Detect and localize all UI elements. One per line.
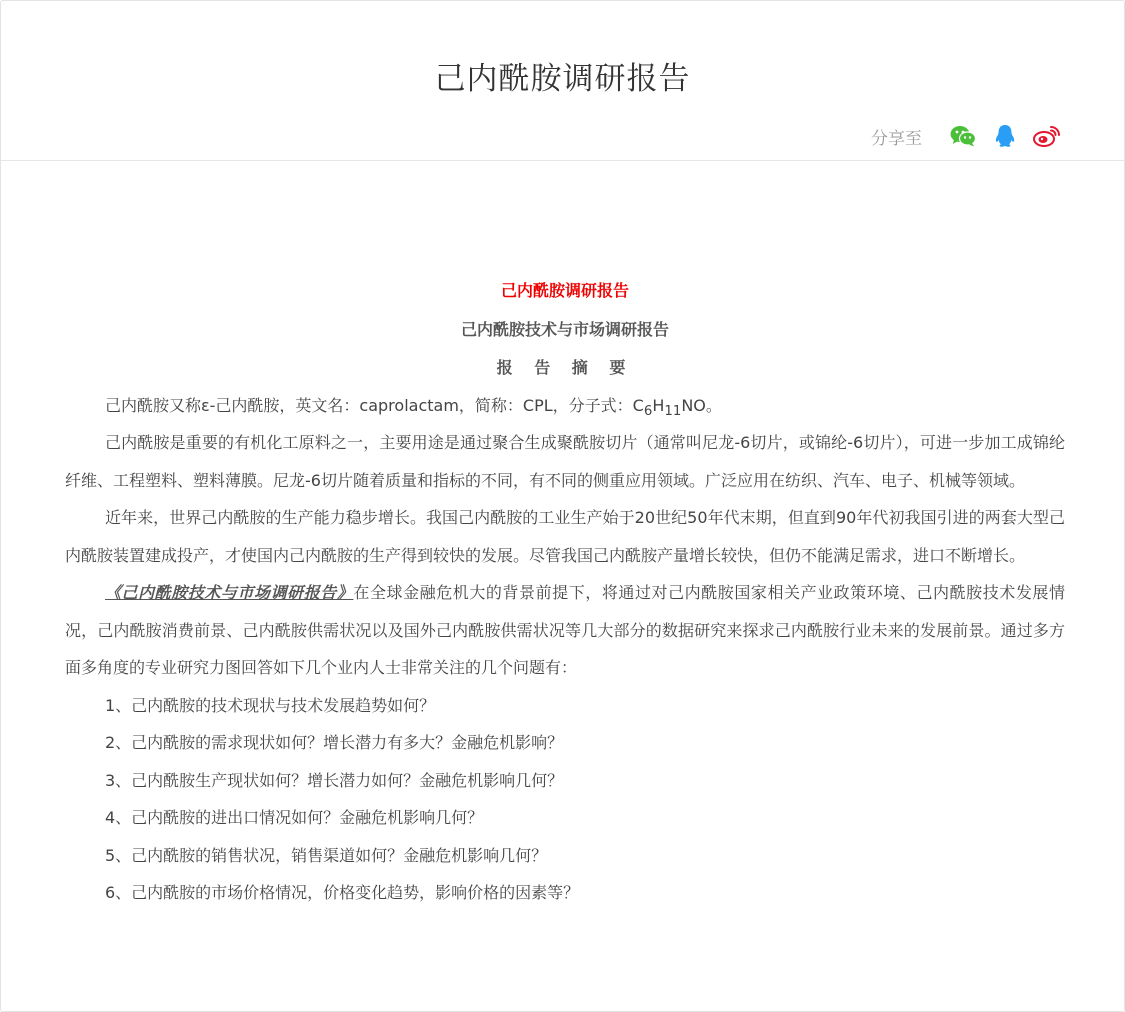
article-body: [65, 271, 1065, 912]
intro-prefix: 己内酰胺又称ε-己内酰胺，英文名：caprolactam，简称：CPL，分子式：C: [105, 396, 644, 415]
weibo-share-button[interactable]: [1032, 121, 1062, 151]
question-item: 4、己内酰胺的进出口情况如何？金融危机影响几何？: [105, 808, 484, 827]
paragraph-report-text: 在全球金融危机大的背景前提下，将通过对己内酰胺国家相关产业政策环境、己内酰胺技术发展情况，己内酰胺消费前景、己内酰胺供需状况以及国外己内酰胺供需状况等几大部分的数据研究来探求己内酰胺行业未来的发展前景。通过多方面多角度的专业研究力图回答如下几个业内人士非常关注的几个问题有：: [65, 583, 1065, 677]
report-link[interactable]: 《己内酰胺技术与市场调研报告》: [105, 583, 354, 602]
share-label: 分享至: [871, 128, 922, 149]
intro-suffix: NO。: [681, 396, 722, 415]
paragraph-growth: 近年来，世界己内酰胺的生产能力稳步增长。我国己内酰胺的工业生产始于20世纪50年代末期，但直到90年代初我国引进的两套大型己内酰胺装置建成投产，才使国内己内酰胺的生产得到较快的发展。尽管我国己内酰胺产量增长较快，但仍不能满足需求，进口不断增长。: [65, 508, 1065, 565]
wechat-share-button[interactable]: [948, 121, 978, 151]
formula-h: H: [652, 396, 665, 415]
article-red-title: 己内酰胺调研报告: [500, 281, 629, 300]
formula-sub-6: 6: [643, 404, 653, 420]
paragraph-report: [65, 574, 1065, 687]
weibo-icon: [1033, 124, 1061, 148]
share-bar: [871, 121, 1062, 151]
intro-paragraph: [65, 387, 1065, 424]
qq-icon: [994, 124, 1016, 148]
qq-share-button[interactable]: [990, 121, 1020, 151]
article-subtitle: 己内酰胺技术与市场调研报告: [460, 320, 669, 339]
page-title: 己内酰胺调研报告: [434, 61, 691, 97]
formula-sub-11: 11: [664, 404, 682, 420]
question-item: 1、己内酰胺的技术现状与技术发展趋势如何？: [105, 695, 436, 715]
question-item: 2、己内酰胺的需求现状如何？增长潜力有多大？金融危机影响？: [105, 733, 564, 752]
question-item: 3、己内酰胺生产现状如何？增长潜力如何？金融危机影响几何？: [105, 770, 564, 790]
page-header: [1, 1, 1124, 161]
question-item: 6、己内酰胺的市场价格情况，价格变化趋势，影响价格的因素等？: [105, 883, 580, 902]
question-item: 5、己内酰胺的销售状况，销售渠道如何？金融危机影响几何？: [105, 845, 548, 865]
paragraph-usage: 己内酰胺是重要的有机化工原料之一，主要用途是通过聚合生成聚酰胺切片（通常叫尼龙-6切片，或锦纶-6切片），可进一步加工成锦纶纤维、工程塑料、塑料薄膜。尼龙-6切片随着质量和指标的不同，有不同的侧重应用领域。广泛应用在纺织、汽车、电子、机械等领域。: [65, 433, 1065, 490]
summary-heading: 报 告 摘 要: [496, 358, 634, 377]
wechat-icon: [950, 125, 976, 147]
